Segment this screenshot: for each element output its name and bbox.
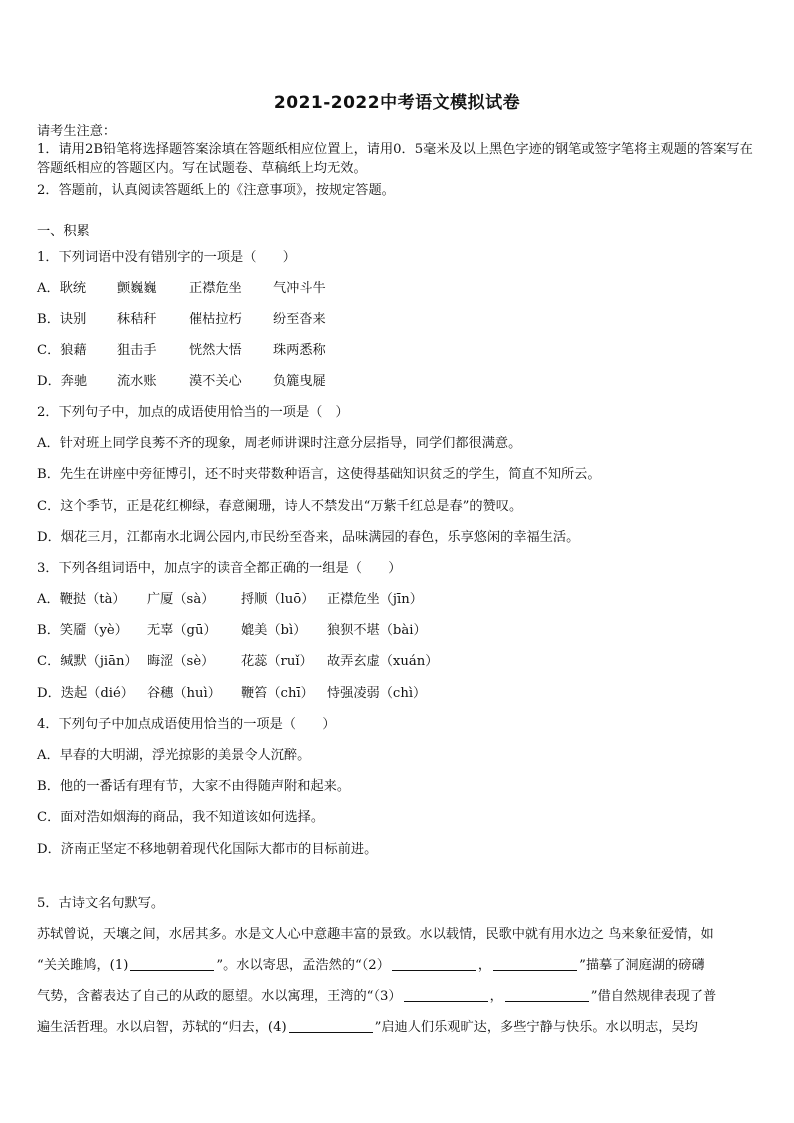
- q5-stem: 5．古诗文名句默写。: [37, 896, 165, 911]
- notice-item-1: 1．请用2B铅笔将选择题答案涂填在答题纸相应位置上，请用0．5毫米及以上黑色字迹的钢笔或签字笔将主观题的答案写在答题纸相应的答题区内。写在试题卷、草稿纸上均无效。: [37, 142, 753, 176]
- q3-option-a: A．鞭挞（tà） 广厦（sà） 捋顺（luō） 正襟危坐（jīn）: [37, 592, 423, 607]
- q2-option-d: D．烟花三月，江都南水北调公园内,市民纷至沓来，品味满园的春色，乐享悠闲的幸福生活。: [37, 530, 580, 545]
- answer-blank-4[interactable]: [289, 1018, 373, 1033]
- q1-option-c: C．狼藉 狙击手 恍然大悟 珠两悉称: [37, 343, 326, 358]
- answer-blank-2b[interactable]: [493, 956, 577, 971]
- answer-blank-2a[interactable]: [392, 956, 476, 971]
- q2-stem: 2．下列句子中，加点的成语使用恰当的一项是（ ）: [37, 405, 349, 420]
- q1-option-a: A．耿统 颤巍巍 正襟危坐 气冲斗牛: [37, 281, 326, 296]
- q3-stem: 3．下列各组词语中，加点字的读音全都正确的一组是（ ）: [37, 561, 402, 576]
- q1-option-d: D．奔驰 流水账 漠不关心 负簏曳屣: [37, 374, 326, 389]
- q3-option-b: B．笑靥（yè） 无辜（gū） 媲美（bì） 狼狈不堪（bài）: [37, 623, 427, 638]
- q2-option-a: A．针对班上同学良莠不齐的现象，周老师讲课时注意分层指导，同学们都很满意。: [37, 436, 522, 451]
- q1-stem: 1．下列词语中没有错别字的一项是（ ）: [37, 250, 296, 265]
- notice-item-2: 2．答题前，认真阅读答题纸上的《注意事项》，按规定答题。: [37, 183, 395, 198]
- q2-option-b: B．先生在讲座中旁征博引，还不时夹带数种语言，这使得基础知识贫乏的学生，简直不知所云。: [37, 467, 601, 482]
- page-title: 2021-2022中考语文模拟试卷: [273, 93, 521, 113]
- q5-paragraph-line-2: “关关雎鸠，(1) ”。水以寄思，孟浩然的“（2） ， ”描摹了洞庭湖的磅礴: [37, 958, 705, 973]
- answer-blank-1[interactable]: [130, 956, 214, 971]
- q5-paragraph-line-1: 苏轼曾说，天壤之间，水居其多。水是文人心中意趣丰富的景致。水以载情，民歌中就有用水边之 鸟来象征爱情，如: [37, 927, 714, 942]
- q1-option-b: B．诀别 秣秸秆 催枯拉朽 纷至沓来: [37, 312, 326, 327]
- q3-option-d: D．迭起（dié） 谷穗（huì） 鞭笞（chī） 恃强凌弱（chì）: [37, 686, 427, 701]
- q4-option-a: A．早春的大明湖，浮光掠影的美景令人沉醉。: [37, 748, 311, 763]
- q2-option-c: C．这个季节，正是花红柳绿，春意阑珊，诗人不禁发出“万紫千红总是春”的赞叹。: [37, 499, 523, 514]
- q4-option-c: C．面对浩如烟海的商品，我不知道该如何选择。: [37, 810, 325, 825]
- answer-blank-3b[interactable]: [505, 987, 589, 1002]
- notice-heading: 请考生注意：: [37, 124, 117, 139]
- q4-option-d: D．济南正坚定不移地朝着现代化国际大都市的目标前进。: [37, 842, 378, 857]
- q5-paragraph-line-4: 遍生活哲理。水以启智，苏轼的“归去，(4) ”启迪人们乐观旷达，多些宁静与快乐。水以明志，吴均: [37, 1020, 698, 1035]
- answer-blank-3a[interactable]: [404, 987, 488, 1002]
- q3-option-c: C．缄默（jiān） 晦涩（sè） 花蕊（ruǐ） 故弄玄虚（xuán）: [37, 654, 439, 669]
- section-heading: 一、积累: [37, 224, 90, 239]
- q4-option-b: B．他的一番话有理有节，大家不由得随声附和起来。: [37, 779, 351, 794]
- q5-paragraph-line-3: 气势，含蓄表达了自己的从政的愿望。水以寓理，王湾的“（3） ， ”借自然规律表现了普: [37, 989, 717, 1004]
- q4-stem: 4．下列句子中加点成语使用恰当的一项是（ ）: [37, 717, 336, 732]
